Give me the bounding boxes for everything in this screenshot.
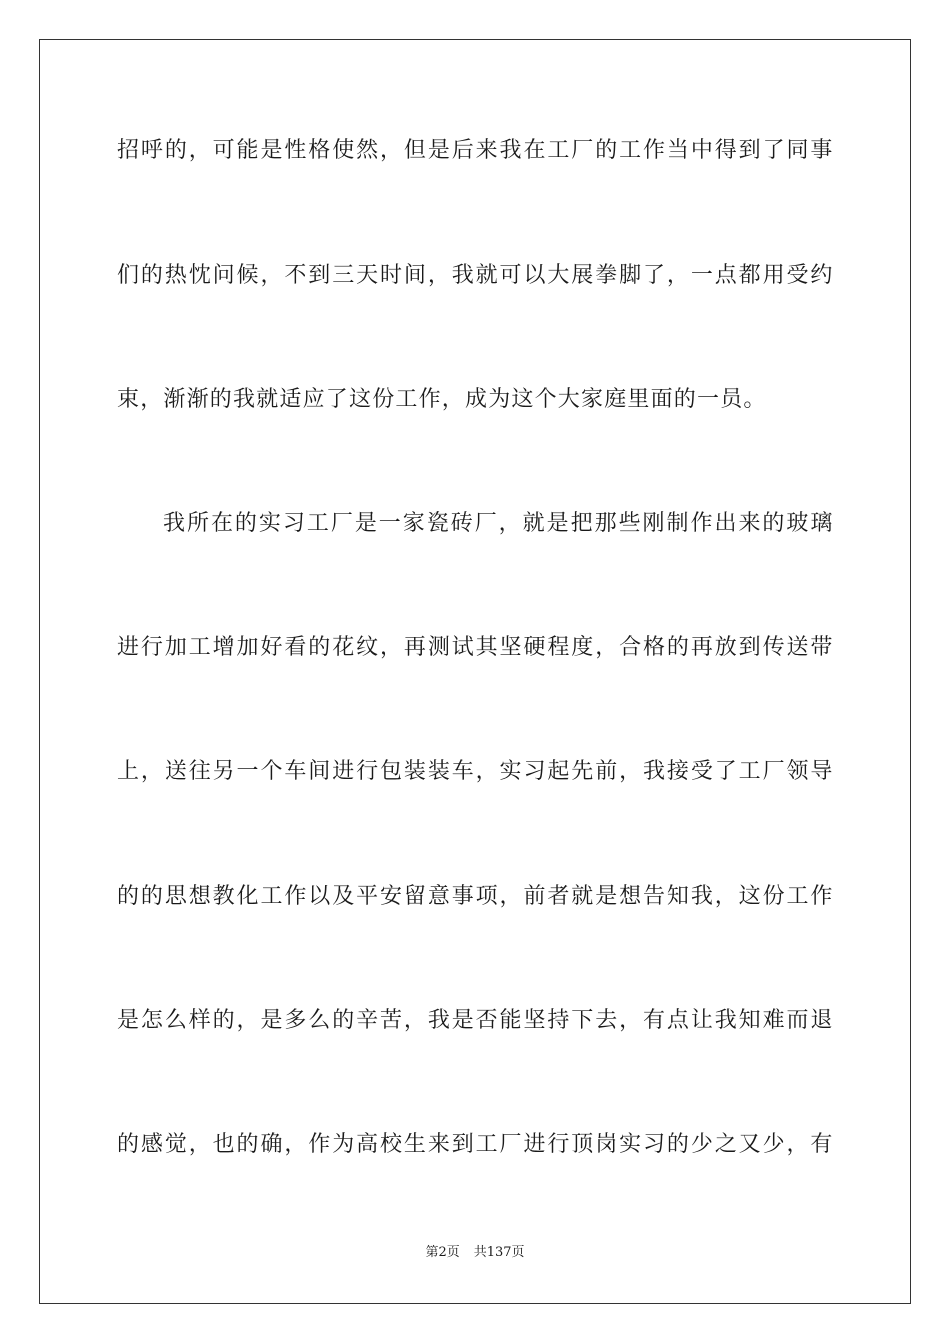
text-line-7: 的的思想教化工作以及平安留意事项，前者就是想告知我，这份工作 bbox=[117, 884, 833, 909]
text-line-5: 进行加工增加好看的花纹，再测试其坚硬程度，合格的再放到传送带 bbox=[117, 635, 833, 660]
text-line-9: 的感觉，也的确，作为高校生来到工厂进行顶岗实习的少之又少，有 bbox=[117, 1132, 833, 1157]
page-border bbox=[39, 39, 911, 1304]
text-line-6: 上，送往另一个车间进行包装装车，实习起先前，我接受了工厂领导 bbox=[117, 759, 833, 784]
text-line-8: 是怎么样的，是多么的辛苦，我是否能坚持下去，有点让我知难而退 bbox=[117, 1008, 833, 1033]
page-number: 第2页 bbox=[425, 1245, 460, 1260]
text-line-1: 招呼的，可能是性格使然，但是后来我在工厂的工作当中得到了同事 bbox=[117, 138, 833, 163]
text-line-3: 束，渐渐的我就适应了这份工作，成为这个大家庭里面的一员。 bbox=[117, 387, 767, 412]
text-line-2: 们的热忱问候，不到三天时间，我就可以大展拳脚了，一点都用受约 bbox=[117, 263, 833, 288]
text-line-4: 我所在的实习工厂是一家瓷砖厂，就是把那些刚制作出来的玻璃 bbox=[163, 511, 833, 536]
page-footer bbox=[0, 1244, 950, 1262]
page-total: 共137页 bbox=[473, 1245, 525, 1260]
